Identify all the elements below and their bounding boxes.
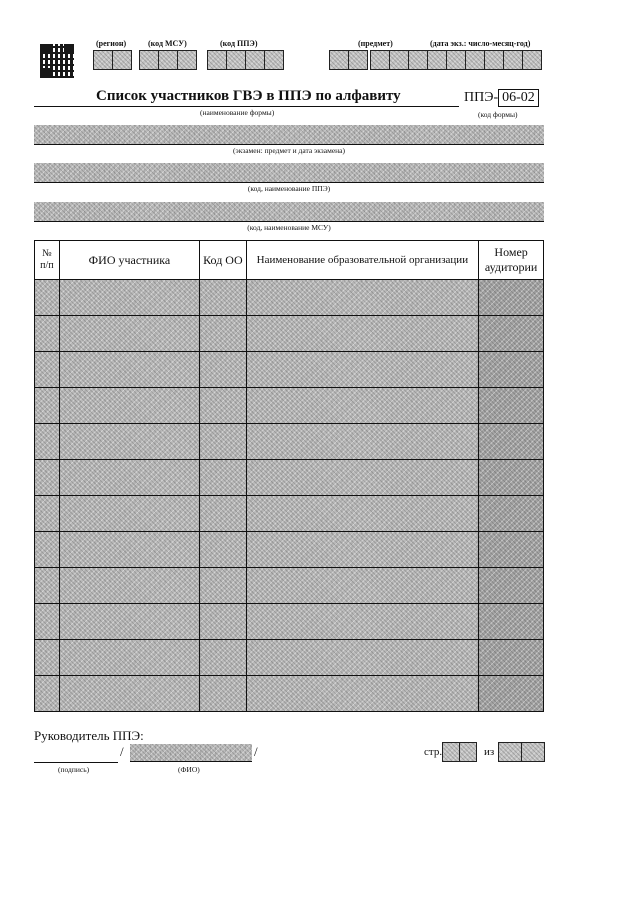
exam-field[interactable] [34,125,544,145]
row-oo-code-cell[interactable] [200,352,246,388]
row-fio-cell[interactable] [59,640,200,676]
row-auditorium-cell[interactable] [479,316,544,352]
signature-caption: (подпись) [58,765,90,774]
row-number-cell[interactable] [35,532,60,568]
row-fio-cell[interactable] [59,388,200,424]
qr-code [40,44,74,78]
total-pages-cells[interactable] [498,742,545,762]
slash-1: / [120,744,124,759]
row-oo-code-cell[interactable] [200,496,246,532]
table-row [35,424,544,460]
row-oo-name-cell[interactable] [246,532,479,568]
row-auditorium-cell[interactable] [479,568,544,604]
col-oo-code-header: Код ОО [200,241,246,280]
page-label: стр. [424,746,443,758]
row-number-cell[interactable] [35,424,60,460]
col-number-header: № п/п [35,241,60,280]
region-cells[interactable] [93,50,132,70]
row-oo-name-cell[interactable] [246,352,479,388]
row-fio-cell[interactable] [59,496,200,532]
form-code-prefix: ППЭ- [464,90,499,105]
row-oo-code-cell[interactable] [200,424,246,460]
head-of-ppe-label: Руководитель ППЭ: [34,728,144,743]
participants-table [34,240,544,712]
row-oo-code-cell[interactable] [200,460,246,496]
row-oo-name-cell[interactable] [246,496,479,532]
row-auditorium-cell[interactable] [479,388,544,424]
table-row [35,676,544,712]
row-oo-name-cell[interactable] [246,568,479,604]
row-fio-cell[interactable] [59,568,200,604]
title-underline [34,106,459,107]
page-number-cells[interactable] [442,742,477,762]
row-oo-name-cell[interactable] [246,640,479,676]
row-oo-code-cell[interactable] [200,388,246,424]
row-number-cell[interactable] [35,604,60,640]
ppe-code-label: (код ППЭ) [220,39,258,48]
row-number-cell[interactable] [35,352,60,388]
row-number-cell[interactable] [35,280,60,316]
row-number-cell[interactable] [35,388,60,424]
row-number-cell[interactable] [35,460,60,496]
row-oo-code-cell[interactable] [200,676,246,712]
ppe-code-cells[interactable] [207,50,284,70]
col-fio-header: ФИО участника [59,241,200,280]
row-oo-code-cell[interactable] [200,316,246,352]
exam-caption: (экзамен: предмет и дата экзамена) [232,146,346,155]
row-oo-code-cell[interactable] [200,640,246,676]
row-number-cell[interactable] [35,316,60,352]
msu-code-label: (код МСУ) [148,39,187,48]
region-label: (регион) [96,39,127,48]
row-number-cell[interactable] [35,496,60,532]
row-auditorium-cell[interactable] [479,676,544,712]
fio-caption: (ФИО) [178,765,200,774]
msu-field[interactable] [34,202,544,222]
form-title-caption: (наименование формы) [200,108,275,117]
row-oo-name-cell[interactable] [246,604,479,640]
subject-cells[interactable] [329,50,368,70]
row-number-cell[interactable] [35,568,60,604]
row-auditorium-cell[interactable] [479,640,544,676]
table-row [35,568,544,604]
row-fio-cell[interactable] [59,460,200,496]
row-oo-name-cell[interactable] [246,424,479,460]
table-row [35,352,544,388]
row-number-cell[interactable] [35,640,60,676]
table-row [35,388,544,424]
table-header-row [35,241,544,280]
row-fio-cell[interactable] [59,316,200,352]
row-oo-name-cell[interactable] [246,460,479,496]
row-oo-name-cell[interactable] [246,316,479,352]
row-oo-code-cell[interactable] [200,532,246,568]
row-oo-code-cell[interactable] [200,568,246,604]
table-row [35,640,544,676]
row-auditorium-cell[interactable] [479,424,544,460]
row-auditorium-cell[interactable] [479,496,544,532]
row-auditorium-cell[interactable] [479,352,544,388]
col-oo-name-header: Наименование образовательной организации [246,241,479,280]
row-auditorium-cell[interactable] [479,460,544,496]
ppe-field[interactable] [34,163,544,183]
row-oo-name-cell[interactable] [246,388,479,424]
form-code: 06-02 [498,89,539,107]
table-row [35,280,544,316]
exam-date-label: (дата экз.: число-месяц-год) [430,39,531,48]
row-fio-cell[interactable] [59,532,200,568]
row-number-cell[interactable] [35,676,60,712]
msu-caption: (код, наименование МСУ) [247,223,331,232]
row-fio-cell[interactable] [59,424,200,460]
row-oo-code-cell[interactable] [200,604,246,640]
table-row [35,316,544,352]
row-auditorium-cell[interactable] [479,280,544,316]
row-fio-cell[interactable] [59,280,200,316]
msu-code-cells[interactable] [139,50,197,70]
table-row [35,496,544,532]
form-code-caption: (код формы) [478,110,518,119]
signature-line[interactable] [34,762,118,763]
row-fio-cell[interactable] [59,604,200,640]
of-label: из [484,746,495,758]
fio-field[interactable] [130,744,252,762]
row-fio-cell[interactable] [59,676,200,712]
row-auditorium-cell[interactable] [479,532,544,568]
exam-date-cells[interactable] [370,50,542,70]
row-fio-cell[interactable] [59,352,200,388]
row-oo-code-cell[interactable] [200,280,246,316]
form-title: Список участников ГВЭ в ППЭ по алфавиту [96,88,401,104]
row-oo-name-cell[interactable] [246,676,479,712]
row-oo-name-cell[interactable] [246,280,479,316]
form-code-block [464,89,539,107]
row-auditorium-cell[interactable] [479,604,544,640]
col-auditorium-header: Номер аудитории [479,241,544,280]
ppe-caption: (код, наименование ППЭ) [247,184,331,193]
table-row [35,604,544,640]
slash-2: / [254,744,258,759]
table-row [35,460,544,496]
subject-label: (предмет) [358,39,393,48]
table-row [35,532,544,568]
